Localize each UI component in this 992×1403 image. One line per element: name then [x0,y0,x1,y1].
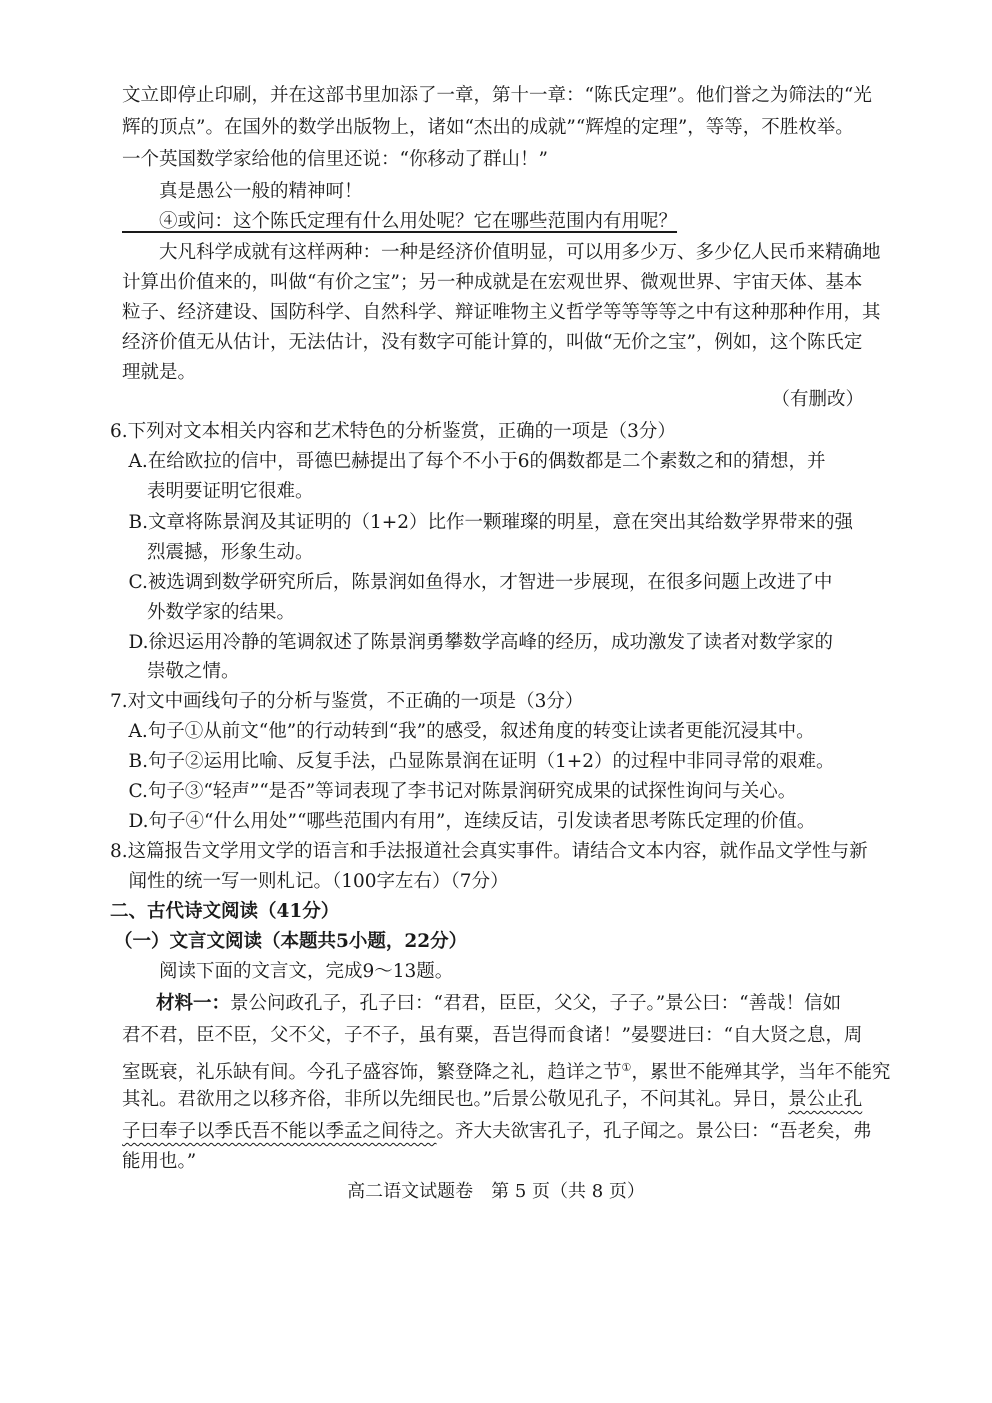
passage-line: 辉的顶点”。在国外的数学出版物上，诸如“杰出的成就”“辉煌的定理”，等等，不胜枚举。 [122,117,854,138]
question-6: 6.下列对文本相关内容和艺术特色的分析鉴赏，正确的一项是（3分） [110,421,676,442]
material-text: 室既衰，礼乐缺有间。今孔子盛容饰，繁登降之礼，趋详之节 [122,1062,622,1084]
footnote-mark: ① [621,1061,632,1074]
passage-line: 文立即停止印刷，并在这部书里加添了一章，第十一章：“陈氏定理”。他们誉之为筛法的“光 [122,85,872,106]
wavy-underlined-sentence: 景公止孔 [788,1089,863,1110]
wavy-underlined-sentence: 子曰奉子以季氏吾不能以季孟之间待之 [122,1121,437,1142]
option-6d-cont: 崇敬之情。 [110,661,240,682]
passage-line: 真是愚公一般的精神呵！ [122,181,363,202]
passage-line: 粒子、经济建设、国防科学、自然科学、辩证唯物主义哲学等等等等之中有这种那种作用，其 [122,302,881,323]
instruction: 阅读下面的文言文，完成9～13题。 [122,961,454,982]
material-line-1 [156,992,841,1016]
option-7d: D.句子④“什么用处”“哪些范围内有用”，连续反诘，引发读者思考陈氏定理的价值。 [110,811,816,832]
material-text: ，累世不能殚其学，当年不能究 [631,1062,891,1084]
passage-line: 一个英国数学家给他的信里还说：“你移动了群山！” [122,149,548,170]
material-text: 。齐大夫欲害孔子，孔子闻之。景公曰：“吾老矣，弗 [436,1121,872,1142]
source-note: （有删改） [771,389,864,410]
material-label: 材料一： [156,993,231,1014]
material-line-5 [122,1120,871,1144]
material-text: 景公问政孔子，孔子曰：“君君，臣臣，父父，子子。”景公曰：“善哉！信如 [230,993,842,1014]
option-6d: D.徐迟运用冷静的笔调叙述了陈景润勇攀数学高峰的经历，成功激发了读者对数学家的 [110,632,834,653]
material-line-2: 君不君，臣不臣，父不父，子不子，虽有粟，吾岂得而食诸！”晏婴进曰：“自大贤之息，周 [122,1025,863,1046]
material-line-6: 能用也。” [122,1151,197,1172]
option-6c-cont: 外数学家的结果。 [110,602,296,623]
passage-line: 大凡科学成就有这样两种：一种是经济价值明显，可以用多少万、多少亿人民币来精确地 [122,242,881,263]
option-7b: B.句子②运用比喻、反复手法，凸显陈景润在证明（1+2）的过程中非同寻常的艰难。 [110,751,835,772]
question-8-cont: 闻性的统一写一则札记。（100字左右）（7分） [110,871,509,892]
subsection-title: （一）文言文阅读（本题共5小题，22分） [114,931,468,952]
option-6b-cont: 烈震撼，形象生动。 [110,542,314,563]
passage-line: 理就是。 [122,362,197,383]
option-6b: B.文章将陈景润及其证明的（1+2）比作一颗璀璨的明星，意在突出其给数学界带来的强 [110,512,854,533]
option-6a: A.在给欧拉的信中，哥德巴赫提出了每个不小于6的偶数都是二个素数之和的猜想，并 [110,451,826,472]
material-text: 其礼。君欲用之以移齐俗，非所以先细民也。”后景公敬见孔子，不问其礼。异日， [122,1089,789,1110]
option-6c: C.被选调到数学研究所后，陈景润如鱼得水，才智进一步展现，在很多问题上改进了中 [110,572,833,593]
passage-line: 经济价值无从估计，无法估计，没有数字可能计算的，叫做“无价之宝”，例如，这个陈氏定 [122,332,863,353]
option-7a: A.句子①从前文“他”的行动转到“我”的感受，叙述角度的转变让读者更能沉浸其中。 [110,721,815,742]
section-title: 二、古代诗文阅读（41分） [110,901,340,922]
underlined-sentence-4: ④或问：这个陈氏定理有什么用处呢？它在哪些范围内有用呢？ [122,211,678,232]
page-footer: 高二语文试题卷 第 5 页（共 8 页） [347,1181,645,1202]
option-6a-cont: 表明要证明它很难。 [110,481,314,502]
question-7: 7.对文中画线句子的分析与鉴赏，不正确的一项是（3分） [110,691,584,712]
option-7c: C.句子③“轻声”“是否”等词表现了李书记对陈景润研究成果的试探性询问与关心。 [110,781,797,802]
material-line-4 [122,1088,862,1112]
passage-line: 计算出价值来的，叫做“有价之宝”；另一种成就是在宏观世界、微观世界、宇宙天体、基本 [122,272,863,293]
question-8: 8.这篇报告文学用文学的语言和手法报道社会真实事件。请结合文本内容，就作品文学性与新 [110,841,868,862]
material-line-3 [122,1056,890,1085]
